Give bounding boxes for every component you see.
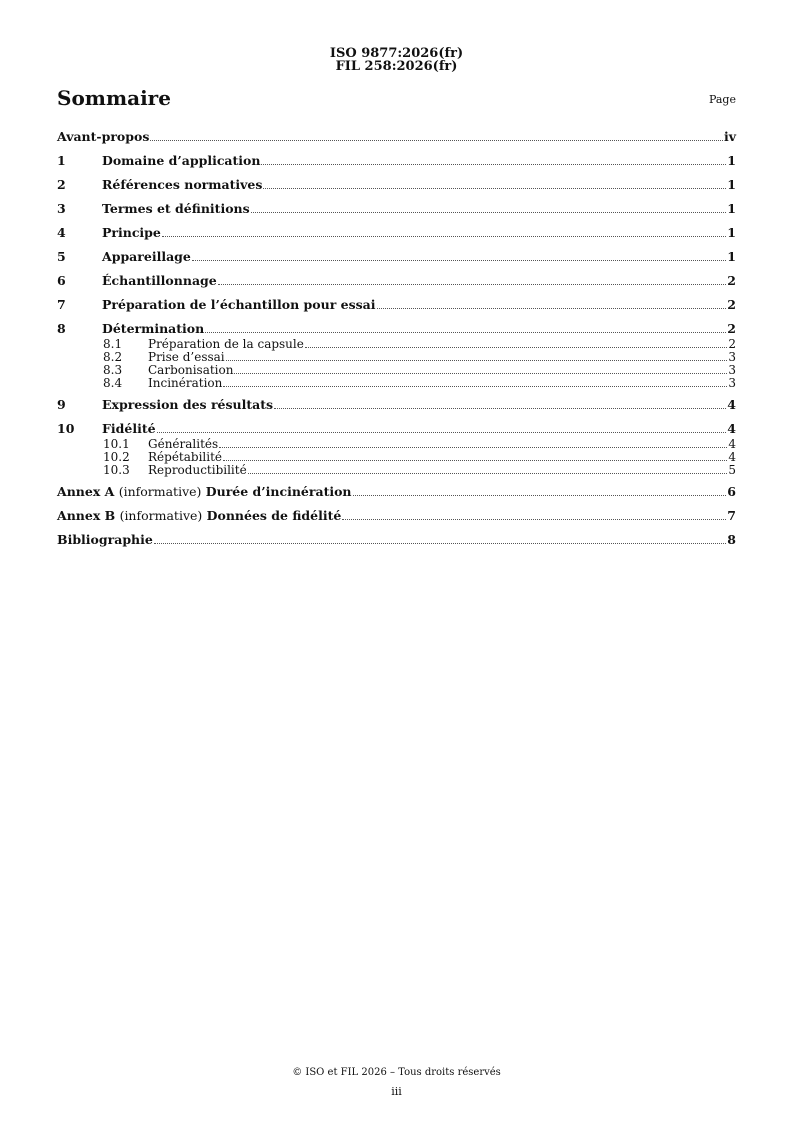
leader-dots bbox=[157, 432, 727, 433]
toc-label: Préparation de la capsule bbox=[148, 337, 304, 351]
header-iso-number: ISO 9877:2026(fr) bbox=[329, 46, 464, 61]
toc-label: Répétabilité bbox=[148, 450, 223, 464]
toc-number: 10.3 bbox=[103, 463, 130, 477]
toc-page: 2 bbox=[728, 337, 736, 351]
toc-label: Références normatives bbox=[102, 177, 263, 192]
toc-page: 2 bbox=[727, 273, 736, 288]
toc-page: 4 bbox=[728, 437, 736, 451]
toc-number: 6 bbox=[57, 273, 66, 288]
leader-dots bbox=[219, 447, 727, 448]
toc-entry-8-2[interactable] bbox=[57, 350, 736, 363]
toc-number: 8.2 bbox=[103, 350, 123, 364]
annex-prefix: Annex B bbox=[57, 508, 116, 523]
leader-dots bbox=[305, 347, 728, 348]
toc-entry-8-4[interactable] bbox=[57, 376, 736, 389]
toc-page: 7 bbox=[727, 508, 736, 523]
leader-dots bbox=[248, 473, 728, 474]
toc-label: Prise d’essai bbox=[148, 350, 225, 364]
leader-dots bbox=[251, 212, 727, 213]
leader-dots bbox=[263, 188, 726, 189]
toc-entry-9[interactable] bbox=[57, 397, 736, 413]
toc-entry-7[interactable] bbox=[57, 297, 736, 313]
toc-page: iv bbox=[723, 129, 736, 144]
header-fil-number: FIL 258:2026(fr) bbox=[335, 59, 458, 74]
toc-entry-8[interactable] bbox=[57, 321, 736, 337]
toc-entry-8-3[interactable] bbox=[57, 363, 736, 376]
toc-number: 7 bbox=[57, 297, 66, 312]
page-number: iii bbox=[391, 1085, 402, 1098]
toc-page: 1 bbox=[727, 201, 736, 216]
toc-number: 5 bbox=[57, 249, 66, 264]
leader-dots bbox=[162, 236, 726, 237]
toc-entry-bibliographie[interactable] bbox=[57, 532, 736, 548]
toc-page: 3 bbox=[728, 363, 736, 377]
leader-dots bbox=[223, 386, 727, 387]
toc-entry-10-1[interactable] bbox=[57, 437, 736, 450]
toc-page: 1 bbox=[727, 153, 736, 168]
toc-label: Détermination bbox=[102, 321, 205, 336]
toc-entry-5[interactable] bbox=[57, 249, 736, 265]
leader-dots bbox=[377, 308, 727, 309]
annex-title: Données de fidélité bbox=[206, 508, 342, 523]
toc-label: Échantillonnage bbox=[102, 273, 217, 288]
toc-page: 2 bbox=[727, 297, 736, 312]
leader-dots bbox=[353, 495, 727, 496]
leader-dots bbox=[150, 140, 723, 141]
toc-label: Généralités bbox=[148, 437, 219, 451]
toc-page: 3 bbox=[728, 350, 736, 364]
toc-page: 4 bbox=[728, 450, 736, 464]
toc-number: 2 bbox=[57, 177, 66, 192]
toc-label bbox=[57, 484, 352, 499]
annex-type: (informative) bbox=[119, 508, 203, 523]
annex-type: (informative) bbox=[118, 484, 202, 499]
toc-number: 9 bbox=[57, 397, 66, 412]
toc-label: Appareillage bbox=[102, 249, 191, 264]
toc-number: 10.2 bbox=[103, 450, 130, 464]
toc-number: 1 bbox=[57, 153, 66, 168]
toc-page: 4 bbox=[727, 421, 736, 436]
toc-number: 10 bbox=[57, 421, 75, 436]
toc-label: Carbonisation bbox=[148, 363, 234, 377]
leader-dots bbox=[192, 260, 726, 261]
toc-label bbox=[57, 508, 341, 523]
toc-number: 4 bbox=[57, 225, 66, 240]
toc-entry-8-1[interactable] bbox=[57, 337, 736, 350]
toc-label: Principe bbox=[102, 225, 161, 240]
leader-dots bbox=[223, 460, 727, 461]
toc-label: Préparation de l’échantillon pour essai bbox=[102, 297, 376, 312]
copyright-footer: © ISO et FIL 2026 – Tous droits réservés bbox=[292, 1067, 501, 1078]
toc-entry-10-3[interactable] bbox=[57, 463, 736, 476]
leader-dots bbox=[261, 164, 726, 165]
toc-page: 8 bbox=[727, 532, 736, 547]
toc-page: 3 bbox=[728, 376, 736, 390]
page-title: Sommaire bbox=[57, 86, 171, 110]
toc-label: Reproductibilité bbox=[148, 463, 247, 477]
toc-entry-2[interactable] bbox=[57, 177, 736, 193]
toc-entry-annex-b[interactable] bbox=[57, 508, 736, 524]
annex-prefix: Annex A bbox=[57, 484, 115, 499]
toc-label: Avant-propos bbox=[57, 129, 150, 144]
toc-page: 2 bbox=[727, 321, 736, 336]
toc-page: 4 bbox=[727, 397, 736, 412]
leader-dots bbox=[205, 332, 726, 333]
toc-label: Termes et définitions bbox=[102, 201, 250, 216]
toc-number: 3 bbox=[57, 201, 66, 216]
toc-page: 1 bbox=[727, 225, 736, 240]
toc-number: 8.3 bbox=[103, 363, 123, 377]
toc-entry-1[interactable] bbox=[57, 153, 736, 169]
toc-page: 5 bbox=[728, 463, 736, 477]
toc-entry-annex-a[interactable] bbox=[57, 484, 736, 500]
toc-entry-6[interactable] bbox=[57, 273, 736, 289]
toc-entry-10[interactable] bbox=[57, 421, 736, 437]
toc-label: Expression des résultats bbox=[102, 397, 274, 412]
toc-label: Domaine d’application bbox=[102, 153, 261, 168]
leader-dots bbox=[154, 543, 726, 544]
table-of-contents bbox=[57, 125, 736, 548]
toc-number: 8 bbox=[57, 321, 66, 336]
toc-number: 8.1 bbox=[103, 337, 123, 351]
toc-entry-4[interactable] bbox=[57, 225, 736, 241]
toc-number: 8.4 bbox=[103, 376, 123, 390]
document-header bbox=[0, 47, 793, 73]
toc-number: 10.1 bbox=[103, 437, 130, 451]
leader-dots bbox=[274, 408, 726, 409]
toc-entry-3[interactable] bbox=[57, 201, 736, 217]
toc-label: Bibliographie bbox=[57, 532, 153, 547]
page-column-label: Page bbox=[708, 93, 736, 106]
leader-dots bbox=[226, 360, 728, 361]
toc-label: Incinération bbox=[148, 376, 223, 390]
toc-entry-10-2[interactable] bbox=[57, 450, 736, 463]
toc-page: 6 bbox=[727, 484, 736, 499]
toc-label: Fidélité bbox=[102, 421, 156, 436]
toc-entry-avant-propos[interactable] bbox=[57, 129, 736, 145]
toc-page: 1 bbox=[727, 249, 736, 264]
leader-dots bbox=[342, 519, 726, 520]
annex-title: Durée d’incinération bbox=[205, 484, 352, 499]
leader-dots bbox=[218, 284, 727, 285]
toc-page: 1 bbox=[727, 177, 736, 192]
leader-dots bbox=[234, 373, 727, 374]
